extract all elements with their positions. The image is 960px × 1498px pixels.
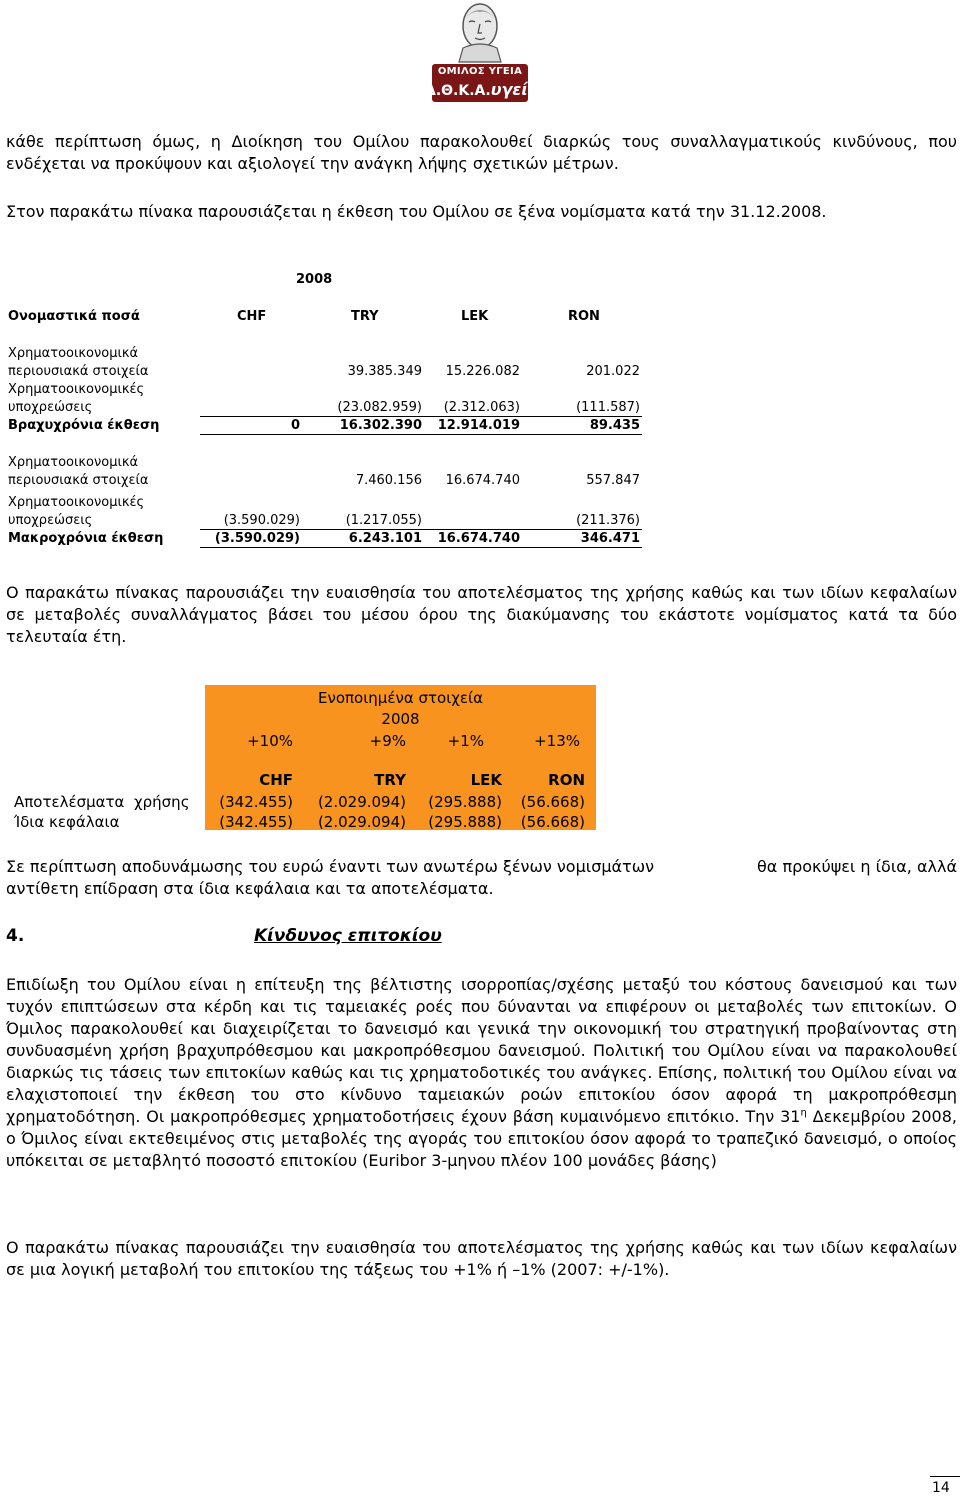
exposure-year: 2008 [296, 272, 333, 287]
table-cell: (2.312.063) [443, 400, 520, 415]
section-title: Κίνδυνος επιτοκίου [254, 926, 442, 946]
row-label: Χρηματοοικονομικά [8, 346, 139, 361]
header-lek: LEK [461, 309, 489, 324]
currency-ron: RON [548, 771, 585, 789]
row-label: περιουσιακά στοιχεία [8, 364, 149, 379]
table-cell-total: 89.435 [589, 418, 640, 433]
table-cell-total: 0 [290, 418, 300, 433]
table-cell: (295.888) [428, 793, 502, 811]
table-cell-total: 16.302.390 [339, 418, 422, 433]
row-label: Χρηματοοικονομικές [8, 382, 145, 397]
subtotal-rule [200, 529, 642, 530]
change-ron: +13% [534, 732, 580, 750]
logo-company-name: ΟΜΙΛΟΣ ΥΓΕΙΑ [437, 66, 523, 77]
row-label-total: Βραχυχρόνια έκθεση [8, 418, 160, 433]
table-cell: (111.587) [576, 400, 640, 415]
table-cell: (56.668) [520, 813, 585, 831]
currency-lek: LEK [470, 771, 502, 789]
header-ron: RON [568, 309, 600, 324]
table-cell: (2.029.094) [317, 793, 406, 811]
section-number: 4. [6, 926, 25, 946]
header-chf: CHF [237, 309, 267, 324]
table-cell-total: 6.243.101 [348, 531, 422, 546]
interest-rate-paragraph: Επιδίωξη του Ομίλου είναι η επίτευξη της βέλτιστης ισορροπίας/σχέσης μεταξύ του κόστους δανεισμού και των τυχόν επιπτώσεων στα κέρδη και τις ταμειακές ροές που δύνανται να επιφέρουν οι μεταβολές των επιτοκίων. Ο Όμιλος παρακολουθεί και διαχειρίζεται το δανεισμό και γενικά την οικονομική του στρατηγική προβαίνοντας στη συνδυασμένη χρήση βραχυπρόθεσμου και μακροπρόθεσμου δανεισμού. Πολιτική του Ομίλου είναι να παρακολουθεί διαρκώς τις τάσεις των επιτοκίων καθώς και τις χρηματοδοτικές του ανάγκες. Επίσης, πολιτική του Ομίλου είναι να ελαχιστοποιεί την έκθεση του στο κίνδυνο ταμειακών ροών επιτοκίου όσον αφορά τη μακροπρόθεσμη χρηματοδότηση. Οι μακροπρόθεσμες χρηματοδοτήσεις έχουν βάση κυμαινόμενο επιτόκιο. Την $31^\eta$ Δεκεμβρίου 2008, ο Όμιλος είναι εκτεθειμένος στις μεταβολές της αγοράς του επιτοκίου όσον αφορά το τραπεζικό δανεισμό, ο οποίος υπόκειται σε μεταβλητό ποσοστό επιτοκίου (Euribor 3-μηνου πλέον 100 μονάδες βάσης) [6, 975, 958, 1170]
table-cell: (23.082.959) [337, 400, 422, 415]
table-cell: (342.455) [219, 813, 293, 831]
euro-note-part-a: Σε περίπτωση αποδυνάμωσης του ευρώ έναντι των ανωτέρω ξένων νομισμάτων [6, 857, 655, 876]
row-label: περιουσιακά στοιχεία [8, 473, 149, 488]
table-cell-total: 12.914.019 [437, 418, 520, 433]
table-cell: 7.460.156 [355, 473, 422, 488]
euro-weakening-note [6, 856, 957, 900]
table-cell-total: 16.674.740 [437, 531, 520, 546]
change-try: +9% [369, 732, 406, 750]
euro-note-part-c: αντίθετη επίδραση στα ίδια κεφάλαια και τα αποτελέσματα. [6, 879, 494, 898]
table-cell: 201.022 [586, 364, 640, 379]
row-label: Χρηματοοικονομικά [8, 455, 139, 470]
table-cell: 16.674.740 [445, 473, 520, 488]
sensitivity-year: 2008 [381, 710, 420, 728]
table-cell-total: 346.471 [580, 531, 640, 546]
table-cell: (1.217.055) [345, 513, 422, 528]
row-label: Χρηματοοικονομικές [8, 495, 145, 510]
table-cell: (56.668) [520, 793, 585, 811]
table-cell: 39.385.349 [347, 364, 422, 379]
table-cell: (211.376) [576, 513, 640, 528]
intro-paragraph-2: Στον παρακάτω πίνακα παρουσιάζεται η έκθεση του Ομίλου σε ξένα νομίσματα κατά την 31.12.2008. [6, 202, 827, 221]
intro-paragraph-1: κάθε περίπτωση όμως, η Διοίκηση του Ομίλου παρακολουθεί διαρκώς τους συναλλαγματικούς κινδύνους, που ενδέχεται να προκύψουν και αξιολογεί την ανάγκη λήψης σχετικών μέτρων. [6, 132, 957, 173]
page-number: 14 [932, 1480, 950, 1496]
table-cell: (2.029.094) [317, 813, 406, 831]
sensitivity-title: Ενοποιημένα στοιχεία [317, 689, 484, 707]
interest-sensitivity-intro: Ο παρακάτω πίνακας παρουσιάζει την ευαισθησία του αποτελέσματος της χρήσης καθώς και των ιδίων κεφαλαίων σε μια λογική μεταβολή του επιτοκίου της τάξεως του +1% ή –1% (2007: +/-1%). [6, 1238, 957, 1279]
table-cell-total: (3.590.029) [214, 531, 300, 546]
currency-chf: CHF [259, 771, 293, 789]
change-lek: +1% [447, 732, 484, 750]
logo-brand: Δ.Θ.Κ.Α.υγεία [425, 80, 539, 99]
header-try: TRY [351, 309, 379, 324]
total-rule [200, 434, 642, 435]
subtotal-rule [200, 416, 642, 417]
total-rule [200, 547, 642, 548]
table-cell: (295.888) [428, 813, 502, 831]
row-label: Αποτελέσματα χρήσης [14, 793, 190, 811]
row-label-total: Μακροχρόνια έκθεση [8, 531, 164, 546]
euro-note-part-b: θα προκύψει η ίδια, αλλά [757, 857, 957, 876]
table-cell: (3.590.029) [223, 513, 300, 528]
currency-try: TRY [374, 771, 406, 789]
exposure-header-label: Ονομαστικά ποσά [8, 309, 140, 324]
bust-emblem-icon [425, 0, 535, 64]
table-cell: (342.455) [219, 793, 293, 811]
table-cell: 15.226.082 [445, 364, 520, 379]
company-logo [425, 0, 539, 108]
row-label: υποχρεώσεις [8, 400, 93, 415]
table-cell: 557.847 [586, 473, 640, 488]
footer-rule [930, 1476, 960, 1477]
row-label: Ίδια κεφάλαια [14, 813, 120, 831]
sensitivity-intro-paragraph: Ο παρακάτω πίνακας παρουσιάζει την ευαισθησία του αποτελέσματος της χρήσης καθώς και των ιδίων κεφαλαίων σε μεταβολές συναλλάγματος βάσει του μέσου όρου της διακύμανσης του εκάστοτε νομίσματος κατά τα δύο τελευταία έτη. [6, 583, 957, 646]
row-label: υποχρεώσεις [8, 513, 93, 528]
change-chf: +10% [247, 732, 293, 750]
